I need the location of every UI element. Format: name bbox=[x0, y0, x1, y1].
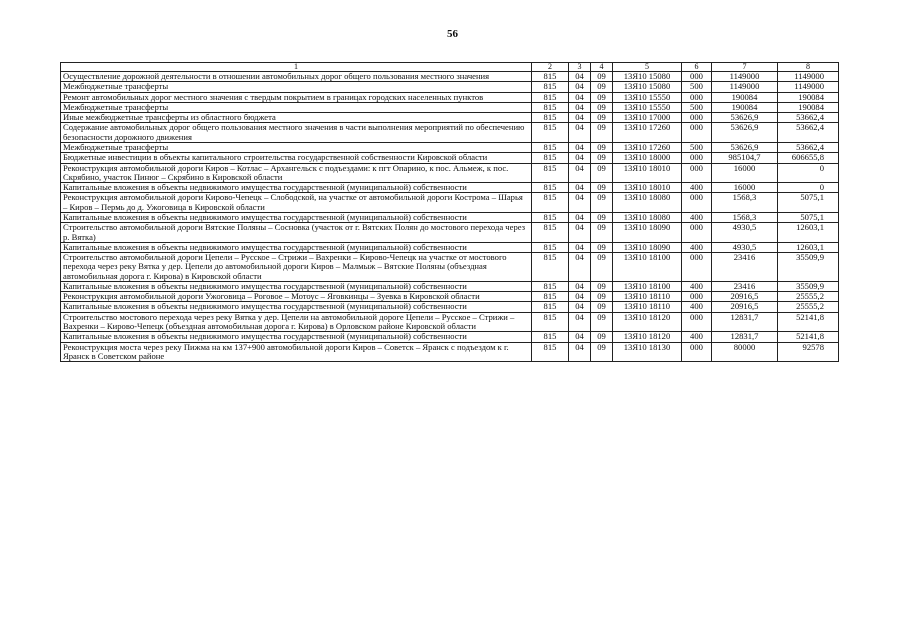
row-name-cell: Реконструкция автомобильной дороги Ужоговица – Роговое – Мотоус – Яговкинцы – Зуевка в Кировской области bbox=[61, 292, 532, 302]
row-amount-year1-cell: 190084 bbox=[712, 102, 778, 112]
row-subsection-cell: 09 bbox=[591, 92, 613, 102]
row-section-cell: 04 bbox=[569, 142, 591, 152]
row-admin-code-cell: 815 bbox=[532, 92, 569, 102]
row-target-article-cell: 13Я10 17000 bbox=[613, 113, 682, 123]
row-section-cell: 04 bbox=[569, 212, 591, 222]
table-row bbox=[61, 253, 839, 282]
row-target-article-cell: 13Я10 15550 bbox=[613, 92, 682, 102]
row-expense-type-cell: 000 bbox=[682, 193, 712, 213]
row-expense-type-cell: 000 bbox=[682, 113, 712, 123]
row-amount-year1-cell: 20916,5 bbox=[712, 292, 778, 302]
row-subsection-cell: 09 bbox=[591, 123, 613, 143]
row-target-article-cell: 13Я10 18010 bbox=[613, 183, 682, 193]
table-row bbox=[61, 183, 839, 193]
row-amount-year2-cell: 25555,2 bbox=[778, 292, 839, 302]
row-amount-year1-cell: 23416 bbox=[712, 281, 778, 291]
row-expense-type-cell: 000 bbox=[682, 312, 712, 332]
row-subsection-cell: 09 bbox=[591, 82, 613, 92]
row-target-article-cell: 13Я10 18090 bbox=[613, 242, 682, 252]
row-name-cell: Строительство автомобильной дороги Цепели – Русское – Стрижи – Вахренки – Кирово-Чепецк на участке от мостового перехода через реку Вятка у дер. Цепели до автомобильной дороги Киров – Малмыж – Вятские Поляны (объездная автомобильная дорога г. Кирова) в Кировской области bbox=[61, 253, 532, 282]
row-name-cell: Капитальные вложения в объекты недвижимого имущества государственной (муниципальной) собственности bbox=[61, 332, 532, 342]
row-amount-year2-cell: 5075,1 bbox=[778, 193, 839, 213]
row-name-cell: Межбюджетные трансферты bbox=[61, 142, 532, 152]
row-subsection-cell: 09 bbox=[591, 342, 613, 362]
row-expense-type-cell: 400 bbox=[682, 212, 712, 222]
row-amount-year1-cell: 985104,7 bbox=[712, 153, 778, 163]
row-amount-year1-cell: 190084 bbox=[712, 92, 778, 102]
row-section-cell: 04 bbox=[569, 342, 591, 362]
row-expense-type-cell: 000 bbox=[682, 342, 712, 362]
row-section-cell: 04 bbox=[569, 102, 591, 112]
row-expense-type-cell: 500 bbox=[682, 102, 712, 112]
table-body bbox=[61, 72, 839, 362]
row-name-cell: Капитальные вложения в объекты недвижимого имущества государственной (муниципальной) собственности bbox=[61, 212, 532, 222]
row-section-cell: 04 bbox=[569, 312, 591, 332]
row-subsection-cell: 09 bbox=[591, 113, 613, 123]
table-header-row bbox=[61, 63, 839, 72]
row-expense-type-cell: 000 bbox=[682, 253, 712, 282]
row-target-article-cell: 13Я10 18120 bbox=[613, 332, 682, 342]
table-row bbox=[61, 312, 839, 332]
row-target-article-cell: 13Я10 15080 bbox=[613, 82, 682, 92]
row-amount-year1-cell: 53626,9 bbox=[712, 113, 778, 123]
row-amount-year1-cell: 23416 bbox=[712, 253, 778, 282]
row-target-article-cell: 13Я10 15550 bbox=[613, 102, 682, 112]
table-row bbox=[61, 193, 839, 213]
row-expense-type-cell: 000 bbox=[682, 123, 712, 143]
row-admin-code-cell: 815 bbox=[532, 102, 569, 112]
row-subsection-cell: 09 bbox=[591, 312, 613, 332]
row-amount-year2-cell: 190084 bbox=[778, 102, 839, 112]
row-admin-code-cell: 815 bbox=[532, 342, 569, 362]
row-target-article-cell: 13Я10 18010 bbox=[613, 163, 682, 183]
column-header-3: 3 bbox=[569, 63, 591, 72]
column-header-2: 2 bbox=[532, 63, 569, 72]
row-amount-year1-cell: 12831,7 bbox=[712, 312, 778, 332]
row-section-cell: 04 bbox=[569, 302, 591, 312]
row-amount-year2-cell: 190084 bbox=[778, 92, 839, 102]
row-expense-type-cell: 500 bbox=[682, 142, 712, 152]
row-name-cell: Бюджетные инвестиции в объекты капитального строительства государственной собственности Кировской области bbox=[61, 153, 532, 163]
row-section-cell: 04 bbox=[569, 113, 591, 123]
row-name-cell: Межбюджетные трансферты bbox=[61, 102, 532, 112]
row-section-cell: 04 bbox=[569, 82, 591, 92]
row-amount-year1-cell: 1149000 bbox=[712, 82, 778, 92]
row-amount-year1-cell: 4930,5 bbox=[712, 242, 778, 252]
row-amount-year2-cell: 606655,8 bbox=[778, 153, 839, 163]
row-expense-type-cell: 400 bbox=[682, 242, 712, 252]
table-row bbox=[61, 212, 839, 222]
row-amount-year2-cell: 35509,9 bbox=[778, 253, 839, 282]
row-amount-year2-cell: 12603,1 bbox=[778, 223, 839, 243]
row-name-cell: Строительство мостового перехода через реку Вятка у дер. Цепели на автомобильной дороге Цепели – Русское – Стрижи – Вахренки – Кирово-Чепецк (объездная автомобильная дорога г. Кирова) в Орловском районе Кировской области bbox=[61, 312, 532, 332]
row-amount-year1-cell: 16000 bbox=[712, 163, 778, 183]
row-section-cell: 04 bbox=[569, 193, 591, 213]
row-amount-year1-cell: 4930,5 bbox=[712, 223, 778, 243]
row-admin-code-cell: 815 bbox=[532, 312, 569, 332]
row-amount-year2-cell: 25555,2 bbox=[778, 302, 839, 312]
row-subsection-cell: 09 bbox=[591, 212, 613, 222]
row-section-cell: 04 bbox=[569, 292, 591, 302]
row-name-cell: Строительство автомобильной дороги Вятские Поляны – Сосновка (участок от г. Вятских Полян до мостового перехода через р. Вятка) bbox=[61, 223, 532, 243]
row-section-cell: 04 bbox=[569, 72, 591, 82]
row-subsection-cell: 09 bbox=[591, 102, 613, 112]
row-subsection-cell: 09 bbox=[591, 72, 613, 82]
table-row bbox=[61, 82, 839, 92]
row-target-article-cell: 13Я10 18080 bbox=[613, 212, 682, 222]
row-subsection-cell: 09 bbox=[591, 302, 613, 312]
row-section-cell: 04 bbox=[569, 223, 591, 243]
table-row bbox=[61, 281, 839, 291]
row-amount-year2-cell: 53662,4 bbox=[778, 123, 839, 143]
row-amount-year2-cell: 0 bbox=[778, 183, 839, 193]
row-section-cell: 04 bbox=[569, 332, 591, 342]
row-name-cell: Капитальные вложения в объекты недвижимого имущества государственной (муниципальной) собственности bbox=[61, 281, 532, 291]
row-section-cell: 04 bbox=[569, 123, 591, 143]
row-expense-type-cell: 000 bbox=[682, 292, 712, 302]
row-admin-code-cell: 815 bbox=[532, 183, 569, 193]
row-amount-year2-cell: 52141,8 bbox=[778, 312, 839, 332]
table-row bbox=[61, 332, 839, 342]
column-header-8: 8 bbox=[778, 63, 839, 72]
row-section-cell: 04 bbox=[569, 183, 591, 193]
row-amount-year2-cell: 53662,4 bbox=[778, 113, 839, 123]
row-subsection-cell: 09 bbox=[591, 163, 613, 183]
row-section-cell: 04 bbox=[569, 153, 591, 163]
row-section-cell: 04 bbox=[569, 253, 591, 282]
row-admin-code-cell: 815 bbox=[532, 242, 569, 252]
row-amount-year2-cell: 53662,4 bbox=[778, 142, 839, 152]
table-row bbox=[61, 102, 839, 112]
row-admin-code-cell: 815 bbox=[532, 292, 569, 302]
row-amount-year2-cell: 0 bbox=[778, 163, 839, 183]
row-amount-year2-cell: 52141,8 bbox=[778, 332, 839, 342]
row-subsection-cell: 09 bbox=[591, 253, 613, 282]
row-admin-code-cell: 815 bbox=[532, 281, 569, 291]
row-target-article-cell: 13Я10 17260 bbox=[613, 123, 682, 143]
row-admin-code-cell: 815 bbox=[532, 163, 569, 183]
row-expense-type-cell: 400 bbox=[682, 281, 712, 291]
column-header-6: 6 bbox=[682, 63, 712, 72]
row-subsection-cell: 09 bbox=[591, 153, 613, 163]
row-name-cell: Капитальные вложения в объекты недвижимого имущества государственной (муниципальной) собственности bbox=[61, 242, 532, 252]
row-admin-code-cell: 815 bbox=[532, 302, 569, 312]
row-expense-type-cell: 400 bbox=[682, 183, 712, 193]
column-header-5: 5 bbox=[613, 63, 682, 72]
column-header-4: 4 bbox=[591, 63, 613, 72]
row-target-article-cell: 13Я10 18130 bbox=[613, 342, 682, 362]
row-admin-code-cell: 815 bbox=[532, 253, 569, 282]
row-expense-type-cell: 000 bbox=[682, 163, 712, 183]
row-amount-year1-cell: 12831,7 bbox=[712, 332, 778, 342]
row-admin-code-cell: 815 bbox=[532, 153, 569, 163]
row-expense-type-cell: 400 bbox=[682, 302, 712, 312]
row-amount-year1-cell: 53626,9 bbox=[712, 142, 778, 152]
row-name-cell: Содержание автомобильных дорог общего пользования местного значения в части выполнения мероприятий по обеспечению безопасности дорожного движения bbox=[61, 123, 532, 143]
row-subsection-cell: 09 bbox=[591, 223, 613, 243]
row-name-cell: Реконструкция автомобильной дороги Киров – Котлас – Архангельск с подъездами: к пгт Опарино, к пос. Альмеж, к пос. Скрябино, участок Пинюг – Скрябино в Кировской области bbox=[61, 163, 532, 183]
column-header-7: 7 bbox=[712, 63, 778, 72]
row-amount-year2-cell: 1149000 bbox=[778, 72, 839, 82]
table-row bbox=[61, 292, 839, 302]
table-row bbox=[61, 302, 839, 312]
row-amount-year1-cell: 1568,3 bbox=[712, 193, 778, 213]
table-row bbox=[61, 92, 839, 102]
row-expense-type-cell: 000 bbox=[682, 153, 712, 163]
row-target-article-cell: 13Я10 18100 bbox=[613, 253, 682, 282]
row-name-cell: Капитальные вложения в объекты недвижимого имущества государственной (муниципальной) собственности bbox=[61, 302, 532, 312]
row-amount-year1-cell: 20916,5 bbox=[712, 302, 778, 312]
row-name-cell: Реконструкция моста через реку Пижма на км 137+900 автомобильной дороги Киров – Советск – Яранск с подъездом к г. Яранск в Советском районе bbox=[61, 342, 532, 362]
table-row bbox=[61, 123, 839, 143]
row-expense-type-cell: 000 bbox=[682, 92, 712, 102]
row-amount-year2-cell: 35509,9 bbox=[778, 281, 839, 291]
row-expense-type-cell: 000 bbox=[682, 223, 712, 243]
row-admin-code-cell: 815 bbox=[532, 82, 569, 92]
table-row bbox=[61, 142, 839, 152]
row-name-cell: Межбюджетные трансферты bbox=[61, 82, 532, 92]
table-row bbox=[61, 163, 839, 183]
row-section-cell: 04 bbox=[569, 242, 591, 252]
table-row bbox=[61, 153, 839, 163]
row-target-article-cell: 13Я10 15080 bbox=[613, 72, 682, 82]
row-amount-year1-cell: 80000 bbox=[712, 342, 778, 362]
row-subsection-cell: 09 bbox=[591, 281, 613, 291]
row-admin-code-cell: 815 bbox=[532, 212, 569, 222]
row-section-cell: 04 bbox=[569, 281, 591, 291]
row-target-article-cell: 13Я10 18120 bbox=[613, 312, 682, 332]
row-amount-year1-cell: 16000 bbox=[712, 183, 778, 193]
row-admin-code-cell: 815 bbox=[532, 142, 569, 152]
row-target-article-cell: 13Я10 18000 bbox=[613, 153, 682, 163]
table-row bbox=[61, 223, 839, 243]
page-number: 56 bbox=[447, 28, 458, 40]
table-row bbox=[61, 113, 839, 123]
row-subsection-cell: 09 bbox=[591, 183, 613, 193]
budget-table bbox=[60, 62, 839, 362]
table-row bbox=[61, 72, 839, 82]
row-section-cell: 04 bbox=[569, 92, 591, 102]
row-amount-year1-cell: 1568,3 bbox=[712, 212, 778, 222]
row-subsection-cell: 09 bbox=[591, 142, 613, 152]
row-subsection-cell: 09 bbox=[591, 332, 613, 342]
row-section-cell: 04 bbox=[569, 163, 591, 183]
table-row bbox=[61, 342, 839, 362]
table-row bbox=[61, 242, 839, 252]
row-subsection-cell: 09 bbox=[591, 292, 613, 302]
row-target-article-cell: 13Я10 18090 bbox=[613, 223, 682, 243]
row-target-article-cell: 13Я10 18110 bbox=[613, 302, 682, 312]
row-subsection-cell: 09 bbox=[591, 242, 613, 252]
row-amount-year1-cell: 53626,9 bbox=[712, 123, 778, 143]
row-name-cell: Ремонт автомобильных дорог местного значения с твердым покрытием в границах городских населенных пунктов bbox=[61, 92, 532, 102]
row-admin-code-cell: 815 bbox=[532, 223, 569, 243]
row-amount-year2-cell: 92578 bbox=[778, 342, 839, 362]
row-expense-type-cell: 500 bbox=[682, 82, 712, 92]
row-target-article-cell: 13Я10 18100 bbox=[613, 281, 682, 291]
row-admin-code-cell: 815 bbox=[532, 193, 569, 213]
row-expense-type-cell: 400 bbox=[682, 332, 712, 342]
row-subsection-cell: 09 bbox=[591, 193, 613, 213]
row-expense-type-cell: 000 bbox=[682, 72, 712, 82]
row-target-article-cell: 13Я10 18110 bbox=[613, 292, 682, 302]
row-name-cell: Реконструкция автомобильной дороги Кирово-Чепецк – Слободской, на участке от автомобильной дороги Кострома – Шарья – Киров – Пермь до д. Ужоговица в Кировской области bbox=[61, 193, 532, 213]
row-name-cell: Капитальные вложения в объекты недвижимого имущества государственной (муниципальной) собственности bbox=[61, 183, 532, 193]
row-admin-code-cell: 815 bbox=[532, 332, 569, 342]
row-name-cell: Иные межбюджетные трансферты из областного бюджета bbox=[61, 113, 532, 123]
row-amount-year2-cell: 1149000 bbox=[778, 82, 839, 92]
row-admin-code-cell: 815 bbox=[532, 72, 569, 82]
column-header-1: 1 bbox=[61, 63, 532, 72]
row-amount-year2-cell: 5075,1 bbox=[778, 212, 839, 222]
row-amount-year1-cell: 1149000 bbox=[712, 72, 778, 82]
row-admin-code-cell: 815 bbox=[532, 123, 569, 143]
row-amount-year2-cell: 12603,1 bbox=[778, 242, 839, 252]
row-name-cell: Осуществление дорожной деятельности в отношении автомобильных дорог общего пользования местного значения bbox=[61, 72, 532, 82]
row-target-article-cell: 13Я10 18080 bbox=[613, 193, 682, 213]
row-target-article-cell: 13Я10 17260 bbox=[613, 142, 682, 152]
row-admin-code-cell: 815 bbox=[532, 113, 569, 123]
